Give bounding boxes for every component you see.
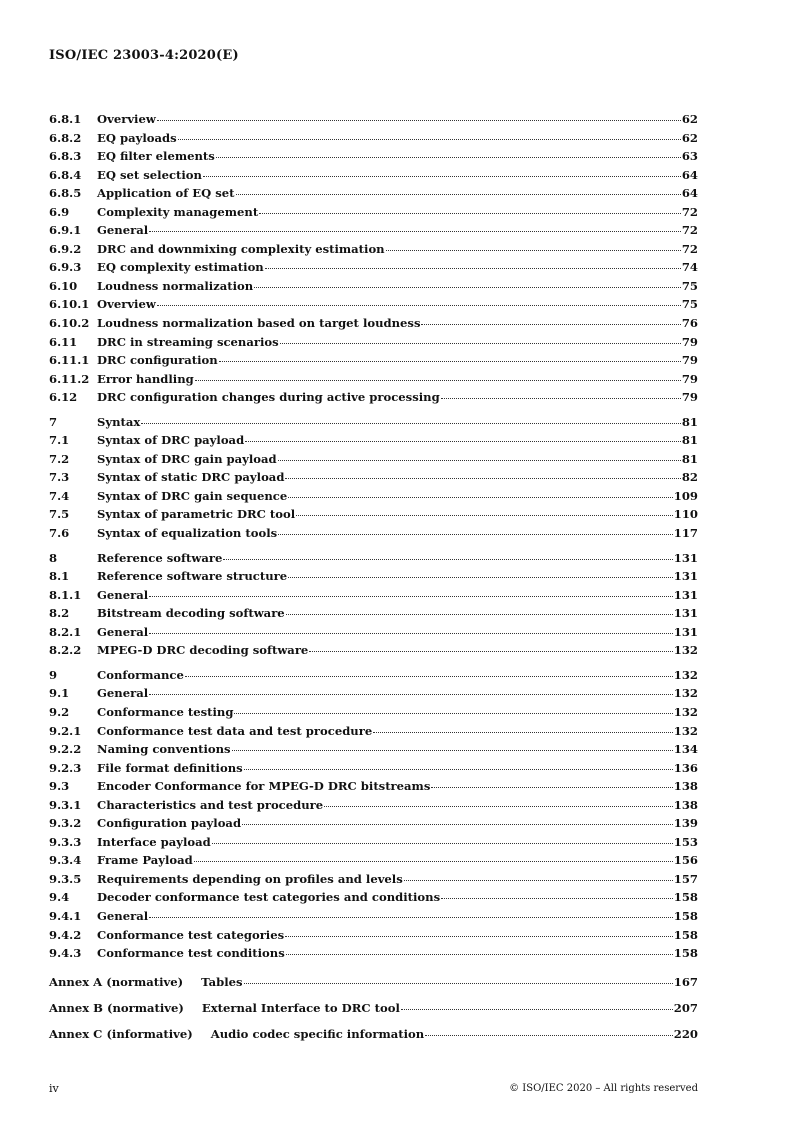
toc-entry-number: Annex A (normative) [49, 974, 184, 989]
toc-dot-leader [286, 954, 673, 955]
toc-entry[interactable] [49, 260, 698, 279]
toc-entry[interactable] [49, 625, 698, 644]
toc-dot-leader [404, 880, 673, 881]
toc-entry[interactable] [49, 724, 698, 743]
toc-entry-title: Requirements depending on profiles and levels [97, 871, 403, 886]
toc-entry-page: 63 [681, 149, 698, 164]
toc-entry-number: 6.8.5 [49, 186, 82, 201]
toc-entry[interactable] [49, 205, 698, 224]
toc-entry-number: 9.2.2 [49, 742, 82, 757]
toc-dot-leader [309, 651, 672, 652]
toc-dot-leader [285, 936, 673, 937]
toc-entry-title: General [97, 223, 149, 238]
toc-entry-title: EQ set selection [97, 167, 202, 182]
toc-entry-page: 158 [673, 908, 698, 923]
toc-entry-page: 132 [673, 686, 698, 701]
toc-dot-leader [232, 750, 673, 751]
toc-entry-page: 79 [681, 371, 698, 386]
toc-entry[interactable] [49, 569, 698, 588]
toc-entry-number: 7.3 [49, 470, 70, 485]
toc-entry[interactable] [49, 223, 698, 242]
toc-entry-title: General [97, 908, 149, 923]
toc-dot-leader [296, 515, 673, 516]
toc-entry-number: 9.4.2 [49, 927, 82, 942]
toc-entry-page: 81 [681, 451, 698, 466]
toc-entry-title: External Interface to DRC tool [201, 1000, 400, 1015]
toc-entry[interactable] [49, 526, 698, 545]
toc-entry-title: Syntax of DRC payload [97, 433, 245, 448]
toc-entry[interactable] [49, 131, 698, 150]
toc-entry-page: 207 [673, 1000, 698, 1015]
toc-entry-page: 156 [673, 853, 698, 868]
toc-annex-entry[interactable] [49, 1001, 698, 1027]
toc-dot-leader [259, 213, 681, 214]
toc-entry-title: MPEG-D DRC decoding software [97, 643, 309, 658]
toc-entry[interactable] [49, 452, 698, 471]
toc-dot-leader [245, 441, 681, 442]
toc-dot-leader [254, 287, 681, 288]
toc-entry-title: Syntax of static DRC payload [97, 470, 285, 485]
toc-dot-leader [285, 478, 680, 479]
toc-entry[interactable] [49, 507, 698, 526]
toc-entry-number: Annex B (normative) [49, 1000, 184, 1015]
toc-entry-title: File format definitions [97, 760, 243, 775]
toc-entry-page: 64 [681, 186, 698, 201]
toc-group-section-6 [49, 112, 698, 409]
toc-entry[interactable] [49, 742, 698, 761]
toc-entry-page: 75 [681, 278, 698, 293]
toc-annex-entry[interactable] [49, 975, 698, 1001]
toc-entry-number: 8.2.2 [49, 643, 82, 658]
toc-entry-number: 9.3.3 [49, 834, 82, 849]
toc-dot-leader [236, 194, 681, 195]
toc-entry-number: 6.11 [49, 334, 78, 349]
toc-dot-leader [149, 694, 673, 695]
toc-entry-page: 64 [681, 167, 698, 182]
toc-entry-page: 131 [673, 550, 698, 565]
toc-entry[interactable] [49, 112, 698, 131]
toc-entry[interactable] [49, 390, 698, 409]
toc-dot-leader [244, 983, 673, 984]
toc-dot-leader [234, 713, 672, 714]
document-id-header: ISO/IEC 23003-4:2020(E) [49, 48, 239, 63]
toc-entry-number: 9.1 [49, 686, 70, 701]
toc-entry-number: 9.4.3 [49, 946, 82, 961]
toc-entry-title: General [97, 686, 149, 701]
toc-entry-number: 7.1 [49, 433, 70, 448]
toc-entry[interactable] [49, 372, 698, 391]
toc-entry-title: Loudness normalization based on target loudness [97, 316, 421, 331]
toc-dot-leader [149, 633, 673, 634]
toc-entry-page: 131 [673, 606, 698, 621]
toc-entry-number: 6.8.3 [49, 149, 82, 164]
toc-entry-title: Overview [97, 297, 156, 312]
toc-entry[interactable] [49, 872, 698, 891]
toc-entry-number: 8.2 [49, 606, 70, 621]
toc-entry-title: DRC and downmixing complexity estimation [97, 241, 385, 256]
toc-entry[interactable] [49, 489, 698, 508]
toc-dot-leader [288, 577, 673, 578]
toc-entry[interactable] [49, 242, 698, 261]
toc-entry-number: 7.5 [49, 507, 70, 522]
page-number: iv [49, 1082, 59, 1095]
toc-entry-title: Loudness normalization [97, 278, 254, 293]
toc-entry[interactable] [49, 168, 698, 187]
toc-entry-number: 6.11.1 [49, 353, 90, 368]
toc-entry-page: 74 [681, 260, 698, 275]
toc-dot-leader [421, 324, 680, 325]
toc-entry-title: Decoder conformance test categories and conditions [97, 890, 441, 905]
toc-entry-page: 132 [673, 643, 698, 658]
toc-entry[interactable] [49, 835, 698, 854]
toc-entry-title: Audio codec specific information [210, 1026, 425, 1041]
toc-entry[interactable] [49, 928, 698, 947]
toc-entry-number: 9.2.1 [49, 723, 82, 738]
toc-entry-number: 9 [49, 667, 58, 682]
toc-dot-leader [149, 596, 673, 597]
toc-entry-title: EQ complexity estimation [97, 260, 264, 275]
toc-entry-title: Syntax of parametric DRC tool [97, 507, 296, 522]
toc-entry-title: DRC configuration [97, 353, 218, 368]
toc-entry[interactable] [49, 551, 698, 570]
toc-dot-leader [373, 732, 673, 733]
toc-entry-title: Reference software [97, 550, 223, 565]
toc-dot-leader [265, 268, 681, 269]
toc-dot-leader [195, 380, 681, 381]
toc-entry[interactable] [49, 279, 698, 298]
toc-group-section-9 [49, 668, 698, 965]
toc-dot-leader [185, 676, 673, 677]
toc-entry-title: General [97, 624, 149, 639]
toc-entry-page: 131 [673, 569, 698, 584]
toc-entry-page: 79 [681, 334, 698, 349]
toc-entry-number: 6.10.1 [49, 297, 90, 312]
copyright-notice: © ISO/IEC 2020 – All rights reserved [509, 1083, 698, 1094]
toc-entry-page: 72 [681, 223, 698, 238]
toc-entry-page: 81 [681, 414, 698, 429]
toc-entry-number: 7 [49, 414, 58, 429]
toc-entry-number: 6.8.4 [49, 167, 82, 182]
toc-entry-title: Overview [97, 112, 156, 126]
toc-entry[interactable] [49, 853, 698, 872]
toc-entry-number: 9.4.1 [49, 908, 82, 923]
toc-entry-page: 153 [673, 834, 698, 849]
toc-entry-number: 7.6 [49, 526, 70, 541]
toc-entry-page: 158 [673, 946, 698, 961]
toc-entry-page: 157 [673, 871, 698, 886]
toc-entry-page: 134 [673, 742, 698, 757]
toc-entry-page: 72 [681, 241, 698, 256]
toc-entry-page: 62 [681, 130, 698, 145]
toc-entry-page: 132 [673, 667, 698, 682]
toc-entry-page: 79 [681, 390, 698, 405]
toc-entry-page: 72 [681, 204, 698, 219]
toc-entry-number: 9.4 [49, 890, 70, 905]
toc-entry-title: Reference software structure [97, 569, 288, 584]
toc-entry[interactable] [49, 761, 698, 780]
toc-entry-title: Naming conventions [97, 742, 231, 757]
toc-entry-title: DRC in streaming scenarios [97, 334, 279, 349]
toc-entry[interactable] [49, 816, 698, 835]
toc-entry-number: 6.10.2 [49, 316, 90, 331]
toc-entry[interactable] [49, 909, 698, 928]
toc-entry-number: 6.12 [49, 390, 78, 405]
toc-entry-page: 220 [673, 1026, 698, 1041]
toc-entry-number: 6.11.2 [49, 371, 90, 386]
toc-dot-leader [212, 843, 673, 844]
toc-entry-page: 109 [673, 488, 698, 503]
toc-entry-page: 131 [673, 624, 698, 639]
toc-dot-leader [386, 250, 681, 251]
toc-dot-leader [280, 343, 681, 344]
toc-dot-leader [441, 398, 681, 399]
toc-entry-page: 62 [681, 112, 698, 126]
toc-group-section-8 [49, 551, 698, 662]
toc-dot-leader [244, 769, 673, 770]
toc-dot-leader [441, 898, 673, 899]
toc-entry-title: Conformance [97, 667, 184, 682]
toc-entry[interactable] [49, 433, 698, 452]
toc-entry-number: 6.9.1 [49, 223, 82, 238]
toc-entry-title: Interface payload [97, 834, 211, 849]
toc-entry-page: 138 [673, 797, 698, 812]
toc-entry-page: 139 [673, 816, 698, 831]
toc-group-section-7 [49, 415, 698, 545]
toc-entry-title: Conformance test conditions [97, 946, 285, 961]
toc-entry-page: 110 [673, 507, 698, 522]
toc-entry[interactable] [49, 316, 698, 335]
toc-entry-page: 138 [673, 779, 698, 794]
toc-entry-title: EQ payloads [97, 130, 177, 145]
toc-dot-leader [431, 787, 672, 788]
toc-dot-leader [286, 614, 673, 615]
toc-entry-page: 82 [681, 470, 698, 485]
toc-entry-number: 9.2.3 [49, 760, 82, 775]
toc-dot-leader [149, 917, 673, 918]
toc-entry-title: Syntax of DRC gain payload [97, 451, 277, 466]
toc-entry-number: 9.2 [49, 704, 70, 719]
toc-entry-title: Frame Payload [97, 853, 193, 868]
toc-entry-number: 9.3.5 [49, 871, 82, 886]
toc-entry[interactable] [49, 606, 698, 625]
toc-entry-number: 6.9 [49, 204, 70, 219]
toc-dot-leader [288, 497, 673, 498]
toc-entry[interactable] [49, 335, 698, 354]
toc-entry-page: 167 [673, 974, 698, 989]
toc-dot-leader [141, 423, 681, 424]
toc-entry-title: Encoder Conformance for MPEG-D DRC bitstreams [97, 779, 431, 794]
toc-entry-title: Syntax [97, 414, 141, 429]
toc-entry-number: 6.8.1 [49, 112, 82, 126]
toc-dot-leader [194, 861, 673, 862]
toc-dot-leader [401, 1009, 673, 1010]
toc-entry-title: Conformance test data and test procedure [97, 723, 373, 738]
toc-annex-entry[interactable] [49, 1027, 698, 1053]
toc-entry-number: 8 [49, 550, 58, 565]
toc-entry-page: 79 [681, 353, 698, 368]
toc-entry[interactable] [49, 798, 698, 817]
toc-entry-title: Syntax of equalization tools [97, 526, 278, 541]
toc-entry[interactable] [49, 415, 698, 434]
toc-dot-leader [425, 1035, 673, 1036]
toc-entry-title: Conformance test categories [97, 927, 285, 942]
toc-dot-leader [216, 157, 681, 158]
toc-dot-leader [219, 361, 681, 362]
toc-entry-number: 8.1.1 [49, 587, 82, 602]
toc-entry-number: 7.2 [49, 451, 70, 466]
toc-group-annexes [49, 975, 698, 1053]
toc-dot-leader [278, 460, 681, 461]
toc-entry-number: 6.9.3 [49, 260, 82, 275]
toc-entry[interactable] [49, 946, 698, 965]
toc-entry-number: 8.2.1 [49, 624, 82, 639]
toc-entry-title: Tables [201, 974, 243, 989]
toc-entry[interactable] [49, 297, 698, 316]
toc-entry-title: Conformance testing [97, 704, 234, 719]
toc-entry-title: Syntax of DRC gain sequence [97, 488, 288, 503]
toc-dot-leader [157, 120, 681, 121]
toc-entry-number: 9.3.2 [49, 816, 82, 831]
toc-dot-leader [242, 824, 673, 825]
toc-entry-page: 131 [673, 587, 698, 602]
toc-entry-number: 9.3 [49, 779, 70, 794]
toc-entry-number: 6.10 [49, 278, 78, 293]
toc-entry-title: Application of EQ set [97, 186, 235, 201]
toc-entry-title: Characteristics and test procedure [97, 797, 324, 812]
toc-entry[interactable] [49, 668, 698, 687]
toc-dot-leader [149, 231, 681, 232]
toc-dot-leader [178, 139, 681, 140]
toc-entry-title: Bitstream decoding software [97, 606, 285, 621]
toc-entry[interactable] [49, 470, 698, 489]
toc-entry-page: 132 [673, 723, 698, 738]
toc-dot-leader [203, 176, 681, 177]
toc-entry[interactable] [49, 149, 698, 168]
toc-entry-title: EQ filter elements [97, 149, 215, 164]
toc-entry-title: General [97, 587, 149, 602]
toc-entry-title: Complexity management [97, 204, 259, 219]
toc-entry[interactable] [49, 186, 698, 205]
toc-entry[interactable] [49, 890, 698, 909]
toc-entry-number: 6.8.2 [49, 130, 82, 145]
toc-entry[interactable] [49, 643, 698, 662]
toc-entry-title: Error handling [97, 371, 194, 386]
toc-entry-page: 158 [673, 890, 698, 905]
toc-entry-page: 132 [673, 704, 698, 719]
toc-entry-page: 76 [681, 316, 698, 331]
toc-entry-page: 136 [673, 760, 698, 775]
toc-entry-number: 8.1 [49, 569, 70, 584]
toc-entry-page: 117 [673, 526, 698, 541]
toc-gap [49, 965, 698, 975]
toc-dot-leader [223, 559, 672, 560]
toc-entry[interactable] [49, 779, 698, 798]
toc-dot-leader [324, 806, 673, 807]
toc-entry-number: 7.4 [49, 488, 70, 503]
toc-entry-number: 6.9.2 [49, 241, 82, 256]
toc-entry[interactable] [49, 588, 698, 607]
toc-entry-number: 9.3.1 [49, 797, 82, 812]
toc-entry-title: Configuration payload [97, 816, 242, 831]
toc-dot-leader [278, 534, 673, 535]
toc-entry-number: 9.3.4 [49, 853, 82, 868]
toc-entry[interactable] [49, 686, 698, 705]
toc-entry-title: DRC configuration changes during active processing [97, 390, 440, 405]
table-of-contents [49, 112, 698, 1053]
toc-entry-page: 81 [681, 433, 698, 448]
toc-entry[interactable] [49, 705, 698, 724]
toc-entry[interactable] [49, 353, 698, 372]
toc-entry-number: Annex C (informative) [49, 1026, 193, 1041]
toc-entry-page: 158 [673, 927, 698, 942]
toc-entry-page: 75 [681, 297, 698, 312]
toc-dot-leader [157, 305, 681, 306]
